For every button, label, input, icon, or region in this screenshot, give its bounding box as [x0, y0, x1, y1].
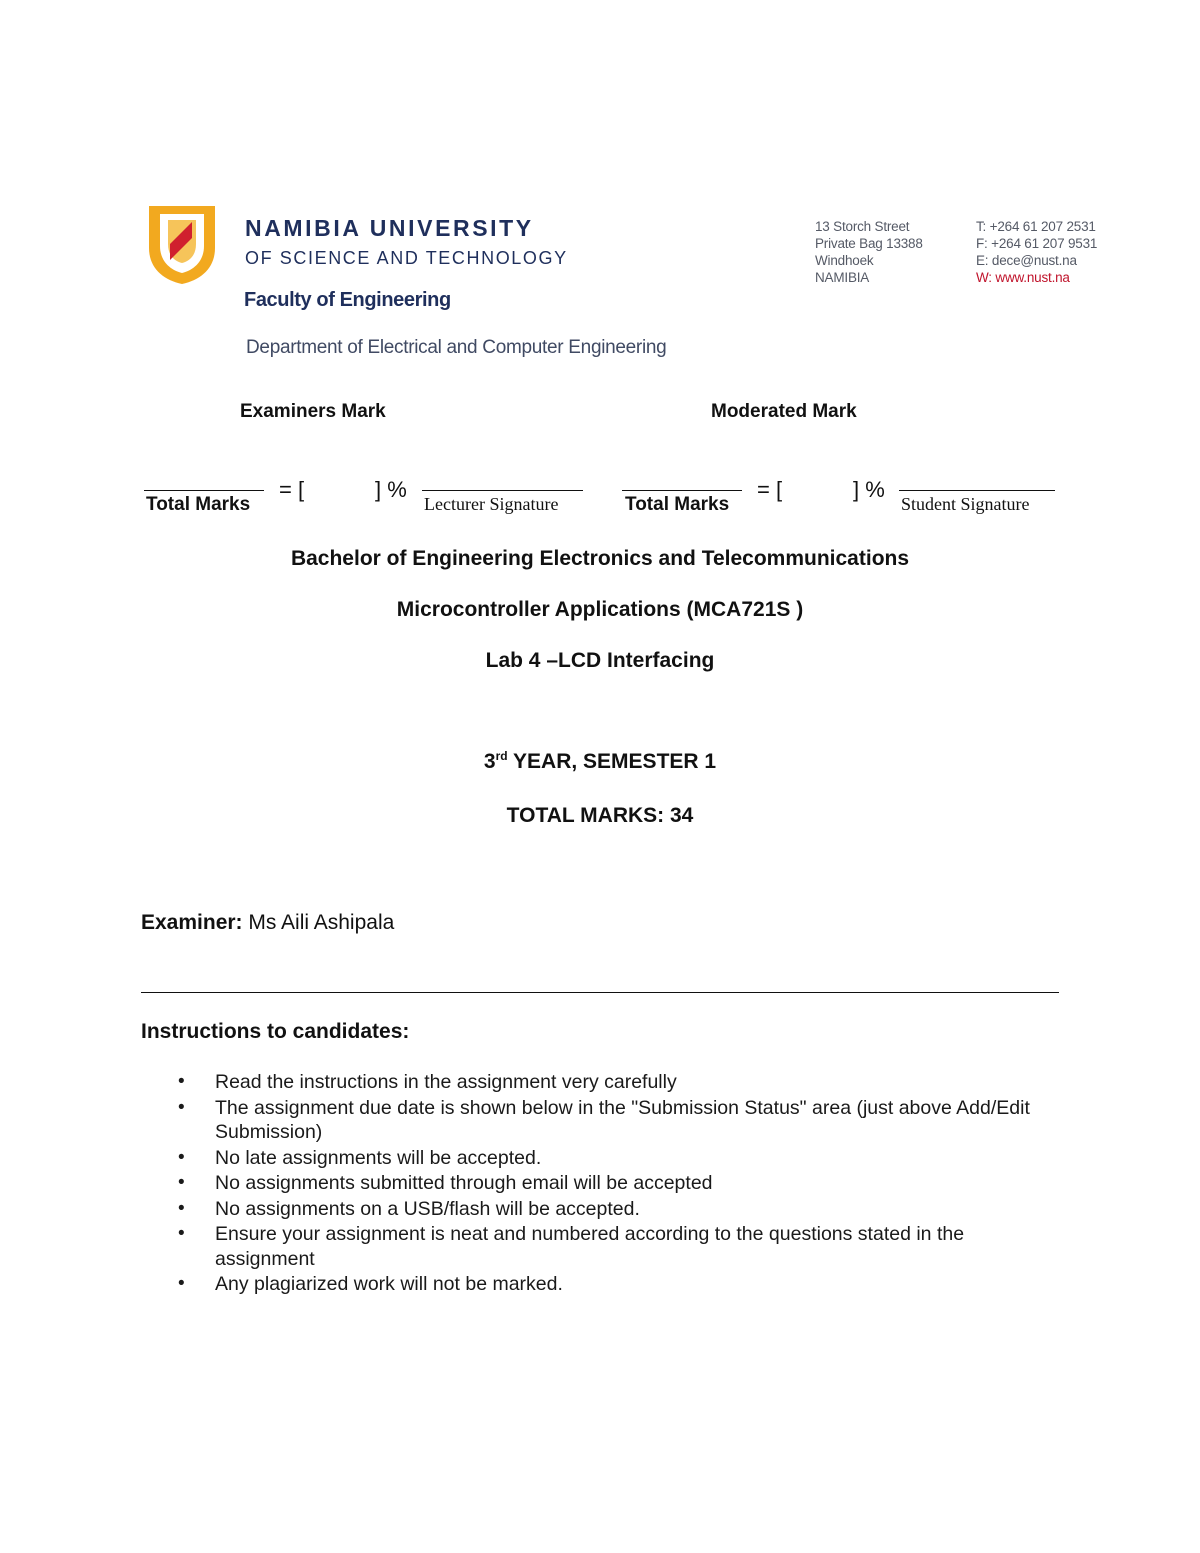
- list-item: • No late assignments will be accepted.: [178, 1146, 1058, 1171]
- list-item: • No assignments on a USB/flash will be accepted.: [178, 1197, 1058, 1222]
- address-line: Private Bag 13388: [815, 236, 923, 251]
- examiner-total-marks-line: [144, 490, 264, 491]
- student-signature-line: [899, 490, 1055, 491]
- examiners-mark-heading: Examiners Mark: [240, 401, 386, 422]
- website-prefix: W:: [976, 270, 996, 285]
- course-title: Microcontroller Applications (MCA721S ): [396, 598, 804, 621]
- fax-number: F: +264 61 207 9531: [976, 236, 1098, 251]
- website: [976, 269, 1097, 286]
- moderated-total-marks-line: [622, 490, 742, 491]
- year-number: 3: [483, 750, 496, 773]
- examiner-label: Examiner:: [141, 911, 243, 934]
- website-link[interactable]: www.nust.na: [995, 270, 1070, 285]
- university-name-line1: NAMIBIA UNIVERSITY: [245, 215, 534, 241]
- nust-shield-logo-icon: [143, 200, 221, 286]
- horizontal-divider: [141, 992, 1059, 993]
- moderated-percent-bracket: ] %: [853, 477, 885, 502]
- list-item: • No assignments submitted through email will be accepted: [178, 1171, 1058, 1196]
- examiner-percent-bracket: ] %: [375, 477, 407, 502]
- year-ordinal-suffix: rd: [495, 749, 508, 763]
- student-signature-label: Student Signature: [901, 494, 1030, 514]
- moderated-equals-bracket: = [: [757, 477, 783, 502]
- department-name: Department of Electrical and Computer Engineering: [246, 337, 667, 358]
- total-marks-title: TOTAL MARKS: 34: [506, 804, 694, 827]
- program-title: Bachelor of Engineering Electronics and Telecommunications: [290, 547, 910, 570]
- lab-title: Lab 4 –LCD Interfacing: [485, 649, 715, 672]
- address-line: NAMIBIA: [815, 270, 870, 285]
- phone-number: T: +264 61 207 2531: [976, 219, 1096, 234]
- list-item: • Read the instructions in the assignment very carefully: [178, 1070, 1058, 1095]
- lecturer-signature-label: Lecturer Signature: [424, 494, 559, 514]
- examiner-total-marks-label: Total Marks: [146, 494, 251, 515]
- address-line: Windhoek: [815, 253, 874, 268]
- address-line: 13 Storch Street: [815, 219, 910, 234]
- year-semester-text: YEAR, SEMESTER 1: [507, 750, 717, 773]
- examiner-equals-bracket: = [: [279, 477, 305, 502]
- moderated-total-marks-label: Total Marks: [625, 494, 730, 515]
- faculty-name: Faculty of Engineering: [244, 289, 451, 311]
- examiner-name: Ms Aili Ashipala: [242, 911, 395, 934]
- email-address: E: dece@nust.na: [976, 253, 1077, 268]
- examiner-line: [141, 911, 394, 935]
- postal-address: [815, 218, 923, 286]
- contact-details: [976, 218, 1097, 286]
- list-item: • Ensure your assignment is neat and numbered according to the questions stated in the assignment: [178, 1222, 1058, 1271]
- year-semester: [0, 749, 1200, 774]
- lecturer-signature-line: [422, 490, 583, 491]
- list-item: • The assignment due date is shown below in the "Submission Status" area (just above Add/Edit Submission): [178, 1096, 1058, 1145]
- instructions-list: [178, 1070, 1058, 1298]
- instructions-heading: Instructions to candidates:: [141, 1020, 410, 1043]
- moderated-mark-heading: Moderated Mark: [711, 401, 857, 422]
- university-name-line2: OF SCIENCE AND TECHNOLOGY: [245, 248, 568, 268]
- list-item: • Any plagiarized work will not be marked.: [178, 1272, 1058, 1297]
